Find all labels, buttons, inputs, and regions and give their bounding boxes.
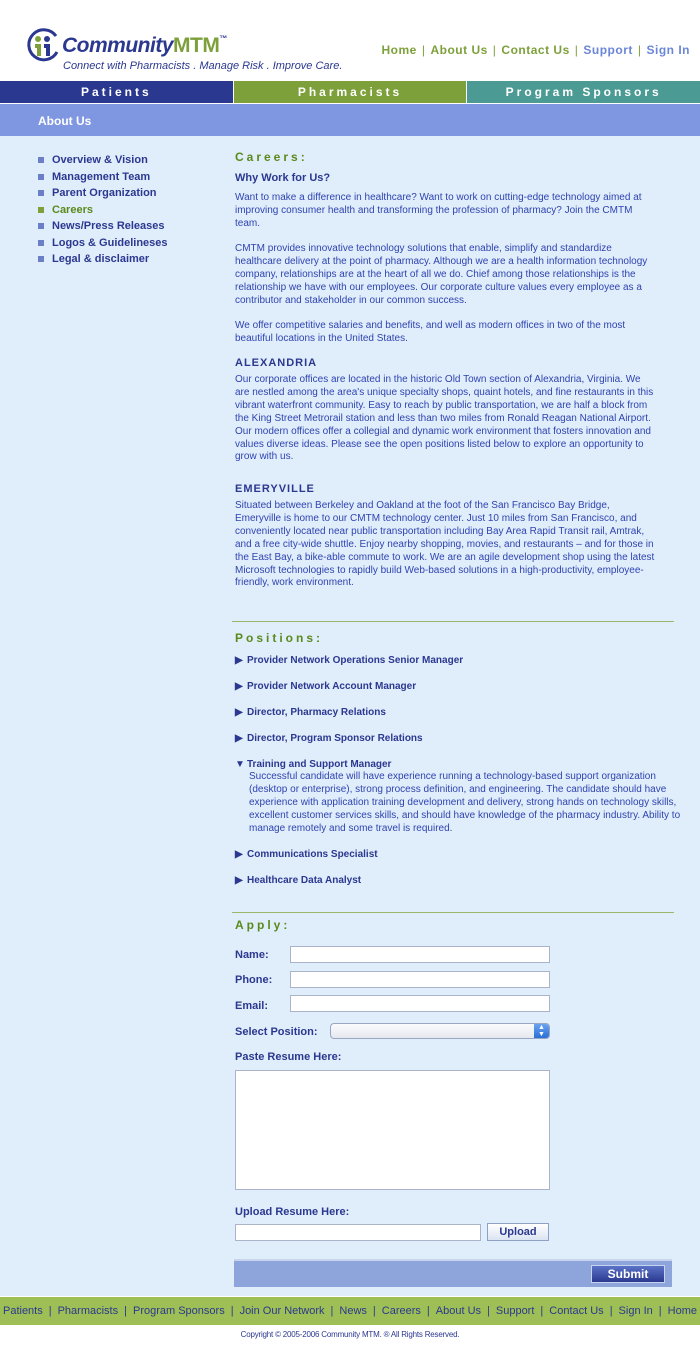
apply-heading: Apply: [235, 918, 291, 932]
expand-arrow-icon: ▶ [235, 849, 243, 860]
email-field[interactable] [290, 995, 550, 1012]
position-item-expanded[interactable]: ▼ Training and Support Manager [235, 759, 392, 770]
community-mtm-logo-icon [26, 28, 60, 62]
select-position-label: Select Position: [235, 1026, 318, 1038]
square-bullet-icon [38, 174, 44, 180]
top-nav-sign-in[interactable]: Sign In [646, 43, 690, 57]
section-bar [0, 104, 700, 136]
submit-bar [234, 1259, 672, 1287]
phone-field[interactable] [290, 971, 550, 988]
position-item[interactable]: ▶ Director, Pharmacy Relations [235, 707, 386, 718]
footer-link-sign-in[interactable]: Sign In [618, 1305, 653, 1317]
audience-tabs [0, 81, 700, 103]
footer-link-contact-us[interactable]: Contact Us [549, 1305, 604, 1317]
submit-button[interactable]: Submit [591, 1265, 665, 1283]
position-description: Successful candidate will have experience running a technology-based support organization (desktop or enterprise), strong process definition, and engineering. The candidate should have experience with application training development and delivery, strong hands on technology skills, excellent customer services skills, and should have knowledge of the pharmacy industry. Ability to manage remotely and some travel is required. [249, 771, 681, 834]
logo-wordmark: CommunityMTM™ [62, 34, 227, 57]
positions-divider [232, 621, 674, 622]
sidebar-nav [38, 152, 218, 268]
footer-link-support[interactable]: Support [495, 1305, 535, 1317]
footer-link-pharmacists[interactable]: Pharmacists [57, 1305, 119, 1317]
why-work-paragraph-1: Want to make a difference in healthcare? Want to work on cutting-edge technology aimed at improving consumer health and transforming the profession of pharmacy? Join the CMTM team. [235, 192, 642, 229]
sidebar-item-overview[interactable]: Overview & Vision [38, 152, 218, 169]
apply-divider [232, 912, 674, 913]
footer-link-patients[interactable]: Patients [2, 1305, 43, 1317]
footer-link-careers[interactable]: Careers [381, 1305, 421, 1317]
position-item[interactable]: ▶ Director, Program Sponsor Relations [235, 733, 423, 744]
expand-arrow-icon: ▶ [235, 875, 243, 886]
why-work-paragraph-2: CMTM provides innovative technology solutions that enable, simplify and standardize healthcare delivery at the point of pharmacy. Although we are a health information technology company, relationships are at the heart of all we do. Chief among those relationships is the relationship we have with our employees. Our corporate culture values every employee as a contributor and stakeholder in our common success. [235, 243, 648, 306]
alexandria-paragraph: Our corporate offices are located in the historic Old Town section of Alexandria, Virginia. We are nestled among the area's unique specialty shops, quaint hotels, and fine restaurants in this vibrant waterfront community. Easy to reach by public transportation, we are half a block from the King Street Metrorail station and less than two miles from Ronald Reagan National Airport. Our modern offices offer a collegial and dynamic work environment that fosters innovation and values diverse ideas. Please see the open positions listed below to explore an opportunity to grow with us. [235, 374, 654, 463]
name-label: Name: [235, 949, 269, 961]
emeryville-heading: EMERYVILLE [235, 483, 315, 495]
square-bullet-icon [38, 256, 44, 262]
top-nav-contact-us[interactable]: Contact Us [501, 43, 570, 57]
site-logo[interactable] [26, 28, 343, 74]
footer-link-join-network[interactable]: Join Our Network [239, 1305, 325, 1317]
sidebar-item-legal[interactable]: Legal & disclaimer [38, 251, 218, 268]
top-nav-home[interactable]: Home [381, 43, 417, 57]
tab-pharmacists[interactable]: Pharmacists [234, 81, 468, 103]
sidebar-item-logos[interactable]: Logos & Guidelineses [38, 235, 218, 252]
name-field[interactable] [290, 946, 550, 963]
site-header [0, 0, 700, 80]
email-label: Email: [235, 1000, 269, 1012]
collapse-arrow-icon: ▼ [235, 759, 245, 770]
phone-label: Phone: [235, 974, 273, 986]
tab-patients[interactable]: Patients [0, 81, 234, 103]
footer-link-program-sponsors[interactable]: Program Sponsors [132, 1305, 225, 1317]
expand-arrow-icon: ▶ [235, 733, 243, 744]
sidebar-item-news[interactable]: News/Press Releases [38, 218, 218, 235]
sidebar-item-management-team[interactable]: Management Team [38, 169, 218, 186]
tab-program-sponsors[interactable]: Program Sponsors [467, 81, 700, 103]
section-title: About Us [38, 114, 92, 128]
square-bullet-icon [38, 223, 44, 229]
top-nav-about-us[interactable]: About Us [430, 43, 488, 57]
sidebar-item-careers[interactable]: Careers [38, 202, 218, 219]
position-item[interactable]: ▶ Provider Network Account Manager [235, 681, 417, 692]
positions-heading: Positions: [235, 631, 324, 645]
position-select[interactable] [330, 1023, 550, 1039]
expand-arrow-icon: ▶ [235, 655, 243, 666]
square-bullet-icon [38, 240, 44, 246]
footer-link-home[interactable]: Home [667, 1305, 697, 1317]
paste-resume-label: Paste Resume Here: [235, 1051, 342, 1063]
footer-nav: Patients | Pharmacists | Program Sponsors | Join Our Network | News | Careers | About Us | Support | Contact Us | Sign In | Home [0, 1297, 700, 1325]
square-bullet-icon [38, 190, 44, 196]
position-item[interactable]: ▶ Healthcare Data Analyst [235, 875, 362, 886]
careers-heading: Careers: [235, 150, 308, 164]
position-item[interactable]: ▶ Communications Specialist [235, 849, 378, 860]
emeryville-paragraph: Situated between Berkeley and Oakland at the foot of the San Francisco Bay Bridge, Emeryville is home to our CMTM technology center. Just 10 miles from San Francisco, and conveniently located near public transportation including Bay Area Rapid Transit rail, Amtrak, and a free city-wide shuttle. Enjoy nearby shopping, movies, and restaurants – and for those in the East Bay, a bike-able commute to work. We are an agile development shop using the latest Microsoft technologies to rapidly build Web-based solutions in a high-productivity, employee-friendly, work environment. [235, 500, 655, 589]
footer-link-about-us[interactable]: About Us [435, 1305, 482, 1317]
content-area [0, 136, 700, 1296]
expand-arrow-icon: ▶ [235, 681, 243, 692]
top-nav-support[interactable]: Support [583, 43, 633, 57]
footer-link-news[interactable]: News [339, 1305, 367, 1317]
upload-resume-label: Upload Resume Here: [235, 1206, 350, 1218]
logo-tagline: Connect with Pharmacists . Manage Risk . Improve Care. [63, 60, 343, 72]
alexandria-heading: ALEXANDRIA [235, 357, 318, 369]
top-nav: Home | About Us | Contact Us | Support | Sign In [381, 43, 690, 57]
sidebar-item-parent-organization[interactable]: Parent Organization [38, 185, 218, 202]
upload-button[interactable]: Upload [487, 1223, 549, 1241]
upload-file-field[interactable] [235, 1224, 481, 1241]
why-work-heading: Why Work for Us? [235, 172, 331, 184]
square-bullet-icon [38, 207, 44, 213]
copyright-notice: Copyright © 2005-2006 Community MTM. ® All Rights Reserved. [240, 1330, 460, 1339]
resume-textarea[interactable] [235, 1070, 550, 1190]
select-arrows-icon: ▲ ▼ [534, 1024, 549, 1038]
position-item[interactable]: ▶ Provider Network Operations Senior Manager [235, 655, 464, 666]
square-bullet-icon [38, 157, 44, 163]
expand-arrow-icon: ▶ [235, 707, 243, 718]
why-work-paragraph-3: We offer competitive salaries and benefits, and well as modern offices in two of the most beautiful locations in the United States. [235, 320, 626, 344]
